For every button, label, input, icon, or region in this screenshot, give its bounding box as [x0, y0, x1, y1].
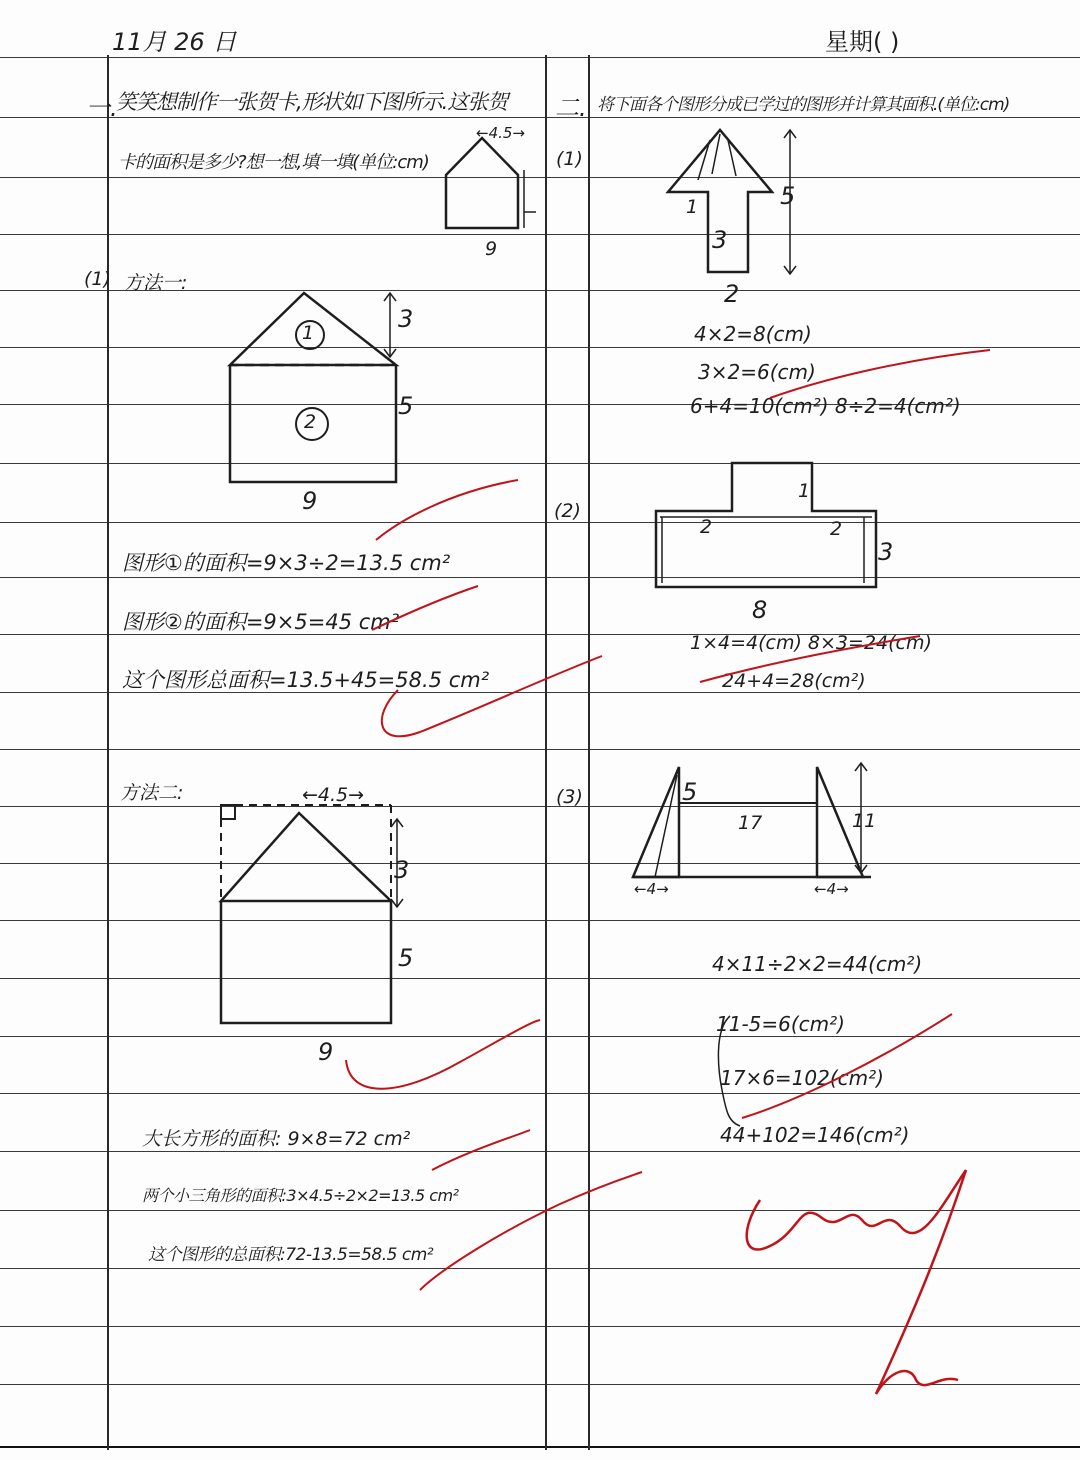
section2-question: 将下面各个图形分成已学过的图形并计算其面积.(单位:cm)	[597, 95, 1010, 115]
p3-work-line: 11-5=6(cm²)	[716, 1012, 845, 1036]
p2-left-mark: 2	[700, 516, 713, 538]
method2-line1: 大长方形的面积: 9×8=72 cm²	[142, 1128, 411, 1150]
p3-base-right-mark: ←4→	[814, 880, 849, 898]
part-label-1: (1)	[84, 268, 111, 290]
method2-line2: 两个小三角形的面积:3×4.5÷2×2=13.5 cm²	[142, 1186, 459, 1205]
weekday: 星期( )	[825, 28, 900, 56]
region2-mark: 2	[304, 411, 317, 433]
date: 11月 26 日	[112, 28, 237, 56]
p3-top-left-mark: 5	[682, 778, 698, 806]
p1-work-line: 6+4=10(cm²) 8÷2=4(cm²)	[690, 394, 961, 418]
method1-height-top: 3	[398, 305, 414, 333]
method1-label: 方法一:	[124, 272, 188, 294]
p3-work-line: 17×6=102(cm²)	[720, 1066, 884, 1090]
p3-base-left-mark: ←4→	[634, 880, 669, 898]
p1-work-line: 4×2=8(cm)	[694, 322, 812, 346]
thumb-base-label: 9	[485, 238, 498, 260]
method2-height-side: 5	[398, 944, 414, 972]
p3-work-line: 44+102=146(cm²)	[720, 1123, 910, 1147]
p2-right-mark: 2	[830, 518, 843, 540]
thumb-top-label: ←4.5→	[476, 124, 525, 142]
p3-middle-mark: 17	[738, 812, 763, 834]
p1-work-line: 3×2=6(cm)	[698, 360, 816, 384]
method1-height-side: 5	[398, 392, 414, 420]
section1-question-line2: 卡的面积是多少?想一想,填一填(单位:cm)	[118, 152, 429, 173]
p3-work-line: 4×11÷2×2=44(cm²)	[712, 952, 923, 976]
p3-height-mark: 11	[852, 810, 877, 832]
p1-height-mark: 5	[780, 182, 796, 210]
section2-number: 二.	[555, 94, 587, 122]
method1-line3: 这个图形总面积=13.5+45=58.5 cm²	[122, 668, 490, 692]
method1-line2: 图形②的面积=9×5=45 cm²	[122, 610, 400, 634]
method2-line3: 这个图形的总面积:72-13.5=58.5 cm²	[148, 1245, 434, 1265]
p2-label: (2)	[554, 500, 581, 522]
p1-label: (1)	[556, 148, 583, 170]
method2-top-label: ←4.5→	[302, 784, 365, 806]
method2-height-top: 3	[394, 856, 410, 884]
p2-work-line: 24+4=28(cm²)	[722, 670, 866, 692]
p1-base-mark: 2	[724, 280, 740, 308]
p2-side-mark: 3	[878, 538, 894, 566]
section1-question-line1: 笑笑想制作一张贺卡,形状如下图所示.这张贺	[116, 90, 508, 114]
p1-left-mark: 1	[686, 196, 699, 218]
p2-work-line: 1×4=4(cm) 8×3=24(cm)	[690, 632, 932, 654]
section1-number: 一.	[86, 94, 118, 122]
method1-base: 9	[302, 487, 318, 515]
method2-label: 方法二:	[120, 782, 184, 804]
region1-mark: 1	[302, 322, 315, 344]
method1-line1: 图形①的面积=9×3÷2=13.5 cm²	[122, 551, 451, 575]
method2-base: 9	[318, 1038, 334, 1066]
p2-top-mark: 1	[798, 480, 811, 502]
p1-stem-mark: 3	[712, 226, 728, 254]
p3-label: (3)	[556, 786, 583, 808]
p2-base-mark: 8	[752, 596, 768, 624]
